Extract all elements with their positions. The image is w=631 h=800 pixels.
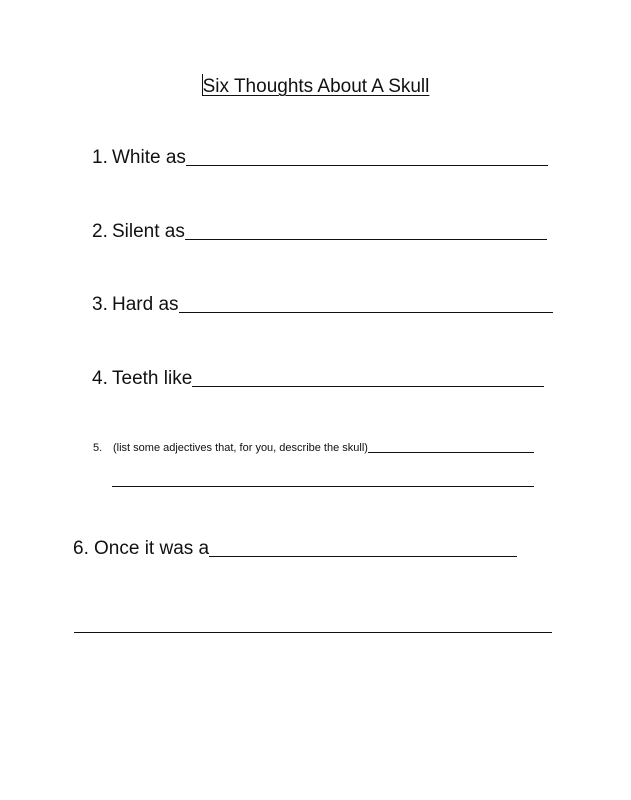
item-2-answer-line[interactable] (185, 239, 547, 240)
item-5-answer-line[interactable] (368, 452, 534, 453)
item-5 (93, 441, 534, 455)
item-1 (92, 147, 548, 169)
item-2 (92, 221, 547, 243)
item-2-number: 2. (92, 221, 108, 242)
item-5-number: 5. (93, 442, 103, 454)
item-3 (92, 294, 553, 316)
item-5-label: (list some adjectives that, for you, describe the skull) (113, 442, 368, 454)
item-1-answer-line[interactable] (186, 165, 548, 166)
item-4 (92, 368, 544, 390)
title-text: Six Thoughts About A Skull (202, 76, 430, 97)
item-1-label: White as (112, 147, 186, 168)
item-6 (73, 538, 517, 560)
item-6-number: 6. (73, 538, 89, 559)
item-3-answer-line[interactable] (179, 312, 553, 313)
item-4-label: Teeth like (112, 368, 193, 389)
item-6-second-answer-line[interactable] (74, 632, 552, 633)
item-6-label: Once it was a (94, 538, 210, 559)
item-1-number: 1. (92, 147, 108, 168)
item-6-answer-line[interactable] (209, 556, 517, 557)
item-4-answer-line[interactable] (192, 386, 544, 387)
item-5-second-answer-line[interactable] (112, 486, 534, 487)
item-4-number: 4. (92, 368, 108, 389)
item-3-number: 3. (92, 294, 108, 315)
worksheet-title (0, 74, 631, 99)
item-3-label: Hard as (112, 294, 179, 315)
item-2-label: Silent as (112, 221, 185, 242)
